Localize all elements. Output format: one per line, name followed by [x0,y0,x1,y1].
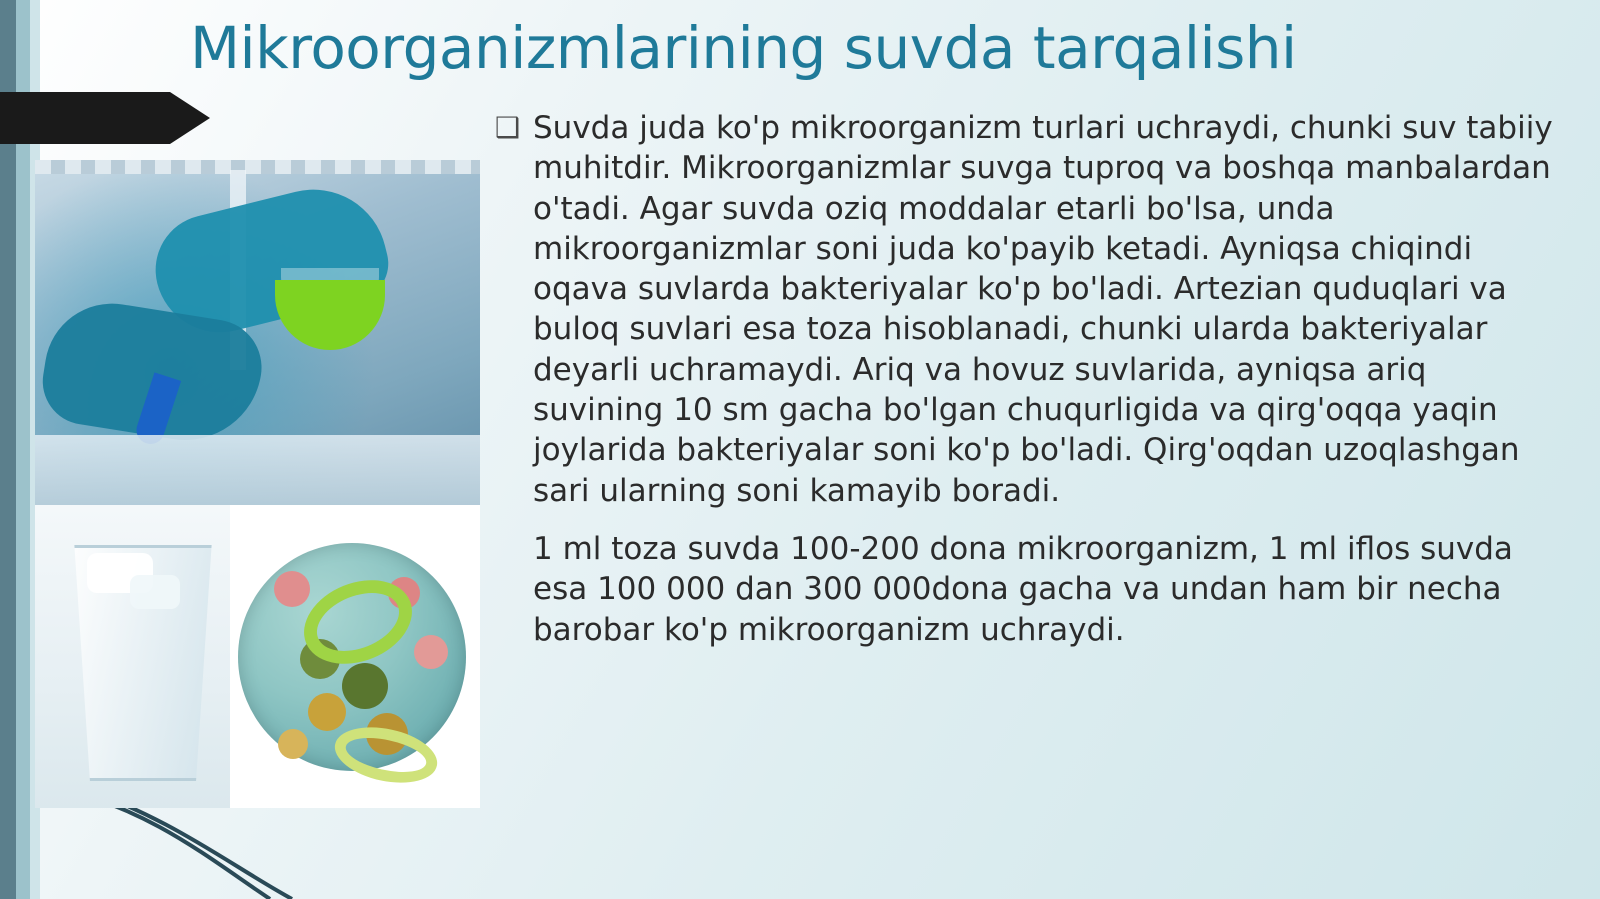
body-paragraph-2 [495,529,1565,650]
body-paragraph-1 [495,108,1565,511]
microbe-colony [414,635,448,669]
lab-photo-top-strip [35,160,480,174]
petri-dish-shape [238,543,466,771]
petri-dish-microbes-photo [230,505,480,808]
microbe-colony [274,571,310,607]
microbe-colony [342,663,388,709]
ice-cube-two [130,575,180,609]
laboratory-photo [35,160,480,505]
lab-bench-surface [35,435,480,505]
body-text-column [495,108,1565,668]
green-liquid-flask [275,280,385,350]
arrow-accent-icon [0,92,210,144]
image-column [35,160,480,808]
body-paragraph-1-text: Suvda juda ko'p mikroorganizm turlari uchraydi, chunki suv tabiiy muhitdir. Mikroorganizmlar suvga tuproq va boshqa manbalardan o'tadi. Agar suvda oziq moddalar etarli bo'lsa, unda mikroorganizmlar soni juda ko'payib ketadi. Ayniqsa chiqindi oqava suvlarda bakteriyalar ko'p bo'ladi. Artezian quduqlari va buloq suvlari esa toza hisoblanadi, chunki ularda bakteriyalar deyarli uchramaydi. Ariq va hovuz suvlarida, ayniqsa ariq suvining 10 sm gacha bo'lgan chuqurligida va qirg'oqqa yaqin joylarida bakteriyalar soni ko'p bo'ladi. Qirg'oqdan uzoqlashgan sari ularning soni kamayib boradi. [533,110,1553,509]
page-title: Mikroorganizmlarining suvda tarqalishi [190,14,1297,82]
microbe-colony [278,729,308,759]
microbe-colony [308,693,346,731]
glass-of-water-photo [35,505,250,808]
bacteria-filament [330,719,443,791]
body-paragraph-2-text: 1 ml toza suvda 100-200 dona mikroorganizm, 1 ml iflos suvda esa 100 000 dan 300 000dona gacha va undan ham bir necha barobar ko'p mikroorganizm uchraydi. [533,530,1513,648]
bullet-icon: ❑ [495,111,521,144]
